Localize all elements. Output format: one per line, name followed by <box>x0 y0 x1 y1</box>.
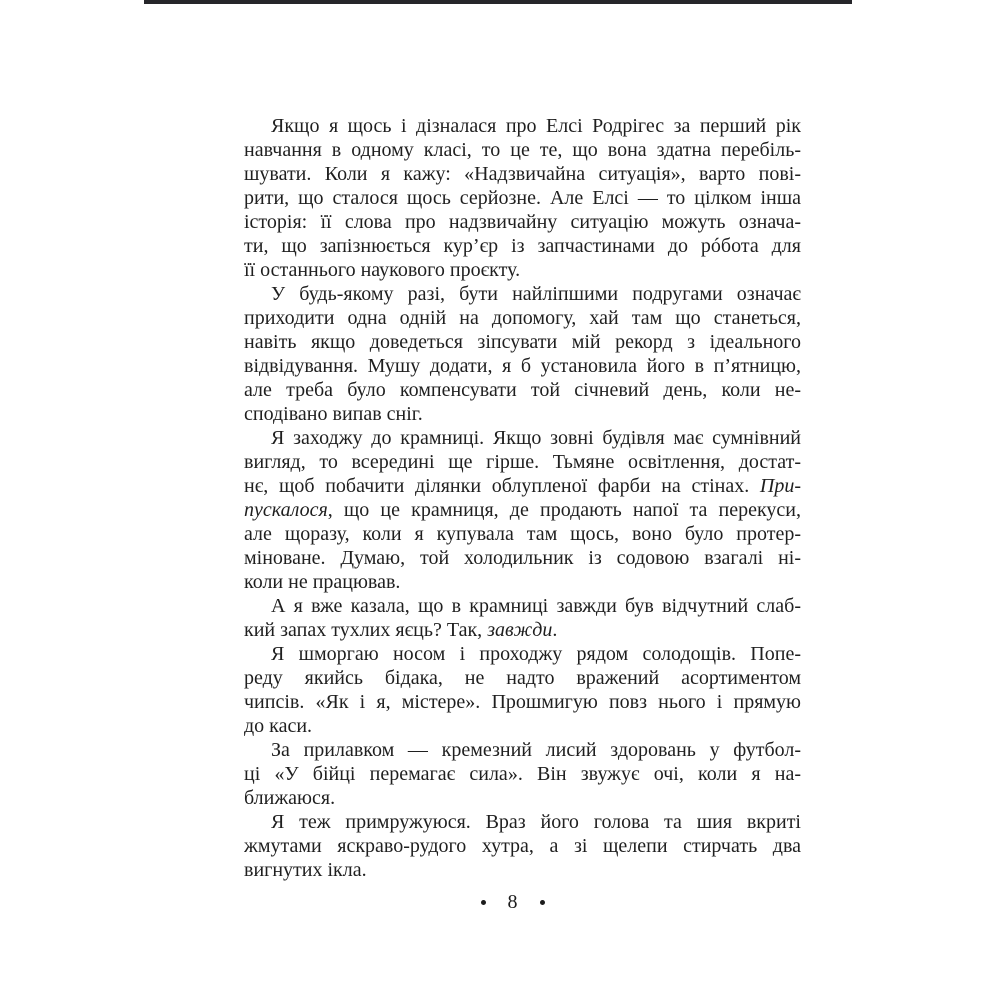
paragraph <box>244 594 801 642</box>
text-line: жмутами яскраво-рудого хутра, а зі щелепи стирчать два <box>244 835 801 857</box>
footer-bullet-left-icon <box>481 900 486 905</box>
text-line: але треба було компенсувати той січневий день, коли не- <box>244 379 801 401</box>
footer-bullet-right-icon <box>540 900 545 905</box>
page-number: 8 <box>507 891 518 913</box>
text-line: ближаюся. <box>244 787 336 809</box>
text-line: рити, що сталося щось серйозне. Але Елсі — то цілком інша <box>244 187 801 209</box>
text-line: вигнутих ікла. <box>244 859 367 881</box>
text-line: до каси. <box>244 715 313 737</box>
text-line: Я шморгаю носом і проходжу рядом солодощів. Попе- <box>271 643 801 665</box>
text-line: навчання в одному класі, то це те, що вона здатна перебіль- <box>244 139 801 161</box>
text-line: Я заходжу до крамниці. Якщо зовні будівля має сумнівний <box>271 427 801 449</box>
text-line: навіть якщо доведеться зіпсувати мій рекорд з ідеального <box>244 331 801 353</box>
text-line: пускалося, що це крамниця, де продають напої та перекуси, <box>244 499 801 521</box>
text-line: але щоразу, коли я купувала там щось, воно було протер- <box>244 523 801 545</box>
text-line: Якщо я щось і дізналася про Елсі Родрігес за перший рік <box>271 115 801 137</box>
text-line: її останнього наукового проєкту. <box>244 259 521 281</box>
text-line: Я теж примружуюся. Враз його голова та шия вкриті <box>271 811 801 833</box>
text-line: За прилавком — кремезний лисий здоровань у футбол- <box>271 739 801 761</box>
text-line: чипсів. «Як і я, містере». Прошмигую повз нього і прямую <box>244 691 801 713</box>
paragraph <box>244 642 801 738</box>
text-line: історія: її слова про надзвичайну ситуацію можуть означа- <box>244 211 801 233</box>
text-line: У будь-якому разі, бути найліпшими подругами означає <box>271 283 801 305</box>
paragraph <box>244 114 801 282</box>
text-line: ці «У бійці перемагає сила». Він звужує очі, коли я на- <box>244 763 801 785</box>
paragraph <box>244 810 801 882</box>
text-line: вигляд, то всередині ще гірше. Тьмяне освітлення, достат- <box>244 451 801 473</box>
text-line: ти, що запізнюється кур’єр із запчастинами до рóбота для <box>244 235 801 257</box>
text-line: кий запах тухлих яєць? Так, завжди. <box>244 619 558 641</box>
paragraph <box>244 282 801 426</box>
paragraph <box>244 426 801 594</box>
text-block <box>244 114 801 882</box>
text-line: відвідування. Мушу додати, я б установила його в п’ятницю, <box>244 355 801 377</box>
text-line: сподівано випав сніг. <box>244 403 423 425</box>
page-top-scan-edge <box>144 0 852 4</box>
page-footer <box>244 889 781 915</box>
text-line: шувати. Коли я кажу: «Надзвичайна ситуація», варто пові- <box>244 163 801 185</box>
text-line: коли не працював. <box>244 571 401 593</box>
text-line: міноване. Думаю, той холодильник із содовою взагалі ні- <box>244 547 801 569</box>
paragraph <box>244 738 801 810</box>
text-line: А я вже казала, що в крамниці завжди був відчутний слаб- <box>271 595 801 617</box>
text-line: нє, щоб побачити ділянки облупленої фарби на стінах. При- <box>244 475 801 497</box>
text-line: реду якийсь бідака, не надто вражений асортиментом <box>244 667 801 689</box>
text-line: приходити одна одній на допомогу, хай там що станеться, <box>244 307 801 329</box>
